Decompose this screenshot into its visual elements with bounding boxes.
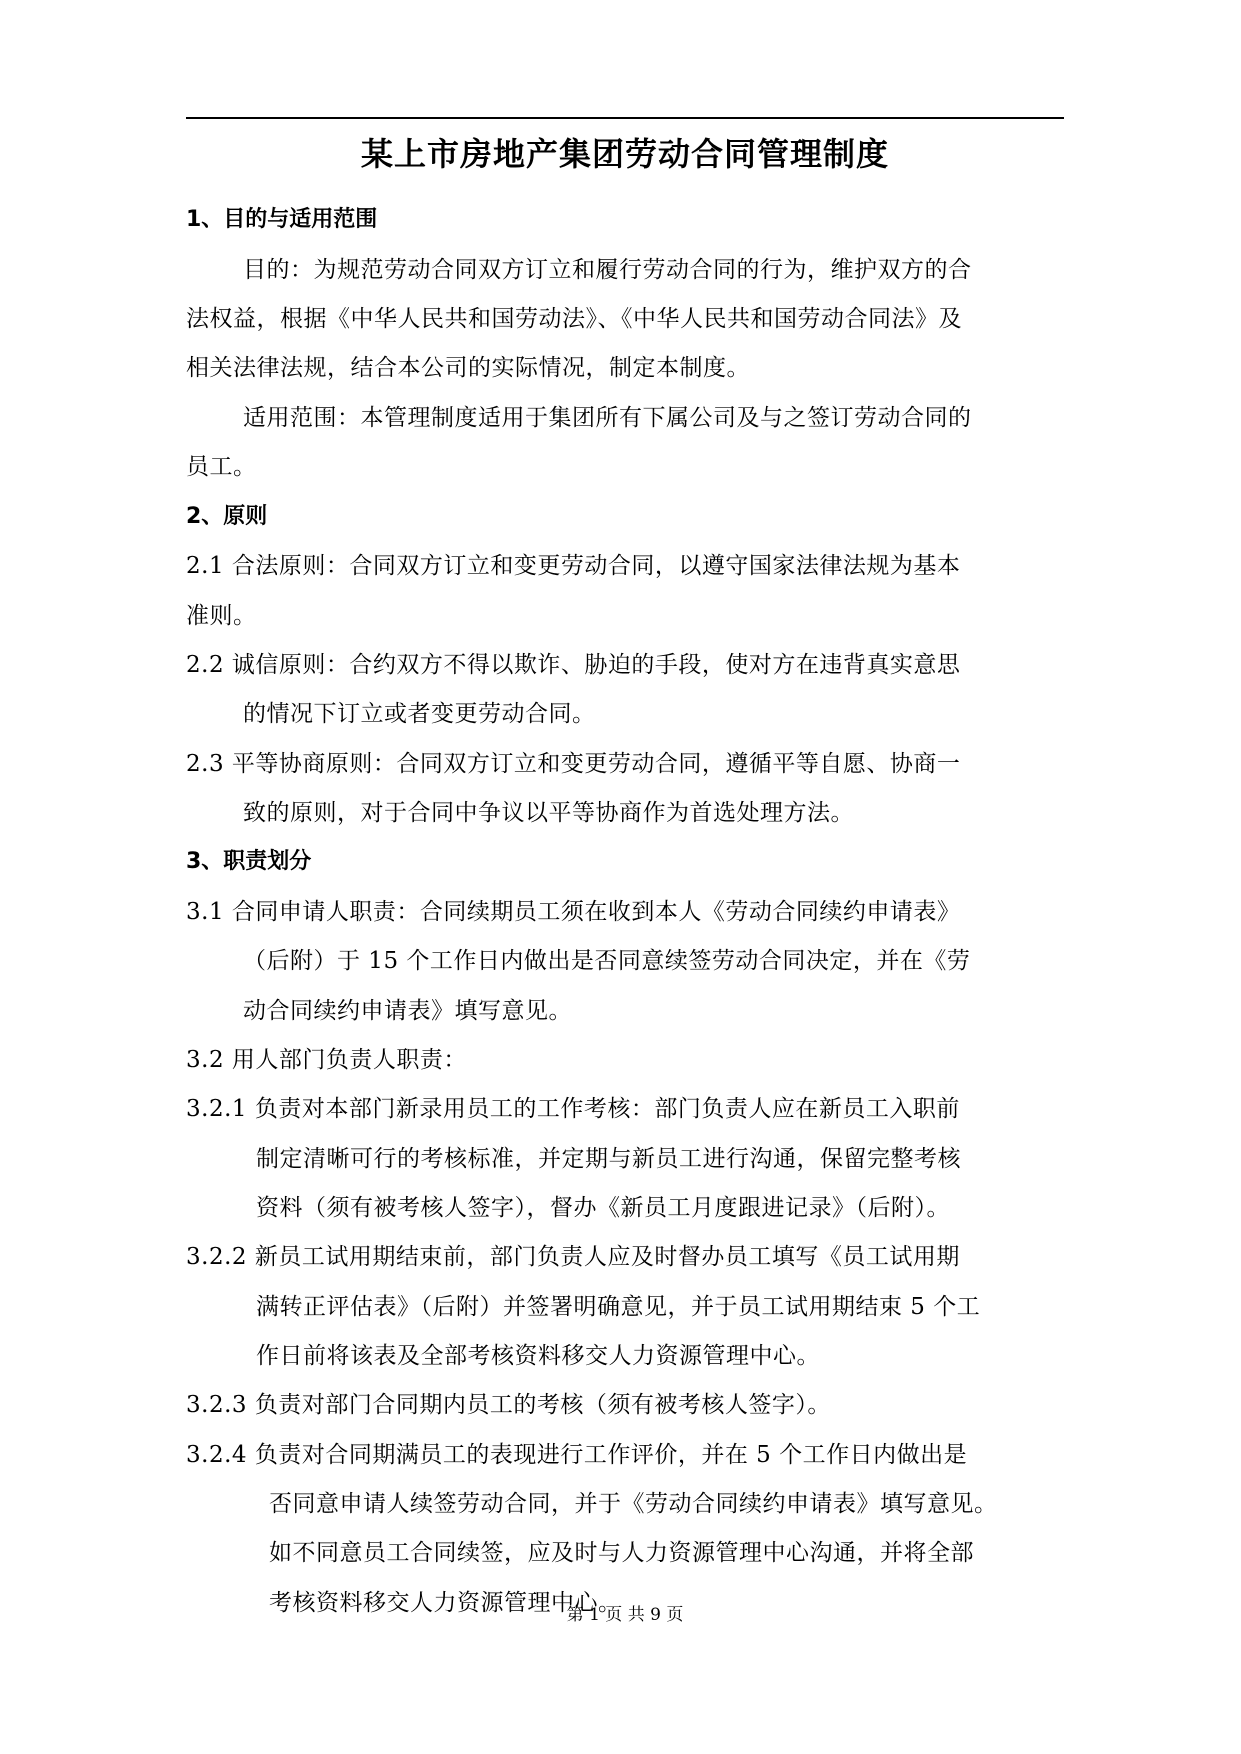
paragraph-line: 员工。 <box>186 454 257 480</box>
paragraph-line: 3.2 用人部门负责人职责： <box>186 1047 467 1073</box>
paragraph-line: 3.2.4 负责对合同期满员工的表现进行工作评价，并在 5 个工作日内做出是 <box>186 1442 968 1468</box>
paragraph-line: 否同意申请人续签劳动合同，并于《劳动合同续约申请表》填写意见。 <box>269 1491 998 1517</box>
paragraph-line: 3.2.2 新员工试用期结束前，部门负责人应及时督办员工填写《员工试用期 <box>186 1244 960 1270</box>
paragraph-line: 2.2 诚信原则：合约双方不得以欺诈、胁迫的手段，使对方在违背真实意思 <box>186 652 961 678</box>
paragraph-line: 资料（须有被考核人签字），督办《新员工月度跟进记录》（后附）。 <box>256 1195 950 1221</box>
paragraph-line: 2.3 平等协商原则：合同双方订立和变更劳动合同，遵循平等自愿、协商一 <box>186 751 961 777</box>
paragraph-line: 的情况下订立或者变更劳动合同。 <box>243 701 596 727</box>
paragraph-line: 3.2.3 负责对部门合同期内员工的考核（须有被考核人签字）。 <box>186 1392 831 1418</box>
paragraph-line: 相关法律法规，结合本公司的实际情况，制定本制度。 <box>186 355 750 381</box>
paragraph-line: 适用范围：本管理制度适用于集团所有下属公司及与之签订劳动合同的 <box>243 405 972 431</box>
paragraph-line: （后附）于 15 个工作日内做出是否同意续签劳动合同决定，并在《劳 <box>243 948 971 974</box>
page-footer: 第 1 页 共 9 页 <box>566 1605 684 1625</box>
section-heading-1: 1、目的与适用范围 <box>186 207 378 232</box>
paragraph-line: 准则。 <box>186 603 257 629</box>
paragraph-line: 3.1 合同申请人职责：合同续期员工须在收到本人《劳动合同续约申请表》 <box>186 899 961 925</box>
paragraph-line: 3.2.1 负责对本部门新录用员工的工作考核：部门负责人应在新员工入职前 <box>186 1096 960 1122</box>
paragraph-line: 目的：为规范劳动合同双方订立和履行劳动合同的行为，维护双方的合 <box>243 257 972 283</box>
paragraph-line: 考核资料移交人力资源管理中心。 <box>269 1590 622 1616</box>
paragraph-line: 动合同续约申请表》填写意见。 <box>243 998 572 1024</box>
section-heading-2: 2、原则 <box>186 504 268 529</box>
section-heading-3: 3、职责划分 <box>186 849 312 874</box>
paragraph-line: 满转正评估表》（后附）并签署明确意见，并于员工试用期结束 5 个工 <box>256 1294 981 1320</box>
paragraph-line: 制定清晰可行的考核标准，并定期与新员工进行沟通，保留完整考核 <box>256 1146 961 1172</box>
document-title: 某上市房地产集团劳动合同管理制度 <box>360 135 889 173</box>
paragraph-line: 2.1 合法原则：合同双方订立和变更劳动合同，以遵守国家法律法规为基本 <box>186 553 961 579</box>
paragraph-line: 作日前将该表及全部考核资料移交人力资源管理中心。 <box>256 1343 820 1369</box>
paragraph-line: 致的原则，对于合同中争议以平等协商作为首选处理方法。 <box>243 800 854 826</box>
paragraph-line: 法权益，根据《中华人民共和国劳动法》、《中华人民共和国劳动合同法》及 <box>186 306 962 332</box>
paragraph-line: 如不同意员工合同续签，应及时与人力资源管理中心沟通，并将全部 <box>269 1540 974 1566</box>
header-rule <box>186 117 1064 119</box>
